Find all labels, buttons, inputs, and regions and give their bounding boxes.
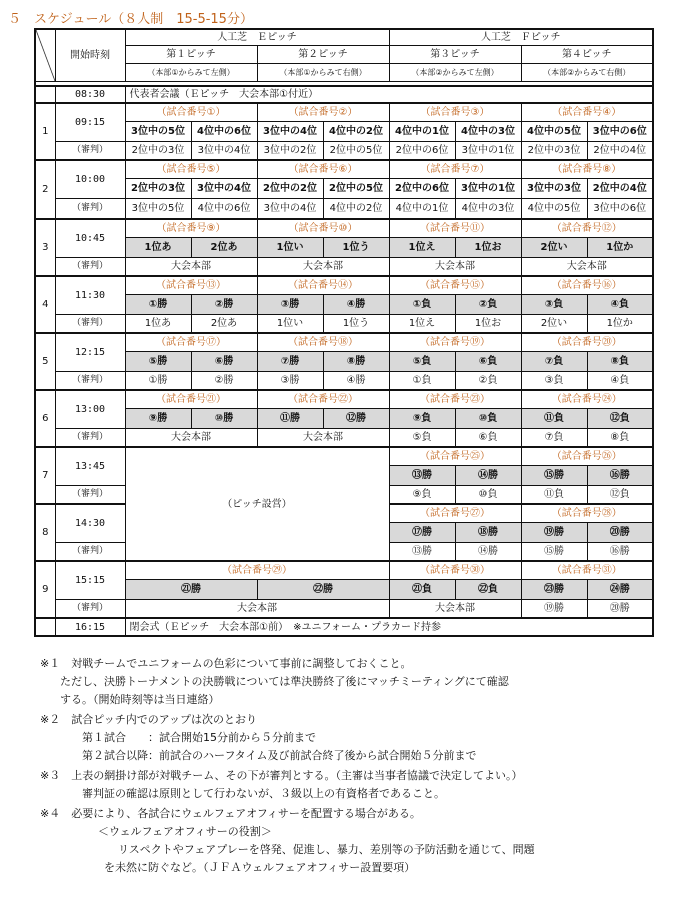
referee-b-cell: ④負 <box>587 372 653 391</box>
table-row <box>35 86 653 103</box>
note-line: ＜ウェルフェアオフィサーの役割＞ <box>98 825 272 838</box>
team-b-cell: ⑧負 <box>587 352 653 372</box>
pitch-note: （本部②からみて左側） <box>389 64 521 82</box>
team-b-cell: ⑭勝 <box>455 466 521 486</box>
referee-b-cell: ⑧負 <box>587 429 653 448</box>
team-a-cell: ⑨負 <box>389 409 455 429</box>
team-b-cell: ④勝 <box>323 295 389 315</box>
closing-time: 16:15 <box>55 618 125 636</box>
table-row <box>35 103 653 122</box>
team-a-cell: 2位中の3位 <box>125 179 191 199</box>
referee-a-cell: ⑨負 <box>389 486 455 505</box>
time-column-header: 開始時刻 <box>55 29 125 82</box>
game-number: （試合番号⑫） <box>521 219 653 238</box>
table-row <box>35 409 653 429</box>
team-a-cell: ㉑勝 <box>125 580 257 600</box>
table-row <box>35 372 653 391</box>
game-number: （試合番号㉖） <box>521 447 653 466</box>
referee-b-cell: ②勝 <box>191 372 257 391</box>
referee-b-cell: ⑥負 <box>455 429 521 448</box>
table-row <box>35 219 653 238</box>
team-b-cell: ㉒勝 <box>257 580 389 600</box>
referee-b-cell: 2位中の4位 <box>587 142 653 161</box>
game-number: （試合番号⑨） <box>125 219 257 238</box>
team-a-cell: ⑤勝 <box>125 352 191 372</box>
round-number: 8 <box>35 504 55 561</box>
referee-a-cell: 3位中の4位 <box>257 199 323 220</box>
team-b-cell: 2位中の5位 <box>323 179 389 199</box>
team-b-cell: 3位中の4位 <box>191 179 257 199</box>
table-row <box>35 46 653 64</box>
game-number: （試合番号⑧） <box>521 160 653 179</box>
round-number: 9 <box>35 561 55 618</box>
referee-cell: 大会本部 <box>125 429 257 448</box>
round-number: 2 <box>35 160 55 219</box>
schedule-table <box>34 28 654 637</box>
team-a-cell: 1位あ <box>125 238 191 258</box>
pitch-p2-header: 第２ピッチ <box>257 46 389 64</box>
referee-a-cell: 4位中の5位 <box>521 199 587 220</box>
referee-a-cell: 3位中の5位 <box>125 199 191 220</box>
round-time: 09:15 <box>55 103 125 142</box>
team-b-cell: ⑥負 <box>455 352 521 372</box>
round-number-cell <box>35 618 55 636</box>
team-b-cell: ⑳勝 <box>587 523 653 543</box>
referee-cell: 大会本部 <box>521 258 653 277</box>
round-time: 10:45 <box>55 219 125 258</box>
referee-b-cell: ⑫負 <box>587 486 653 505</box>
table-row <box>35 160 653 179</box>
referee-b-cell: 2位中の5位 <box>323 142 389 161</box>
team-a-cell: ①勝 <box>125 295 191 315</box>
note-line: する。（開始時刻等は当日連絡） <box>60 693 220 706</box>
team-a-cell: ⑤負 <box>389 352 455 372</box>
round-time: 10:00 <box>55 160 125 199</box>
team-a-cell: ①負 <box>389 295 455 315</box>
referee-label: （審判） <box>55 142 125 161</box>
note-line: ※３ 上表の網掛け部が対戦チーム、その下が審判とする。（主審は当事者協議で決定してよい。） <box>40 769 523 782</box>
team-b-cell: 2位あ <box>191 238 257 258</box>
round-number: 1 <box>35 103 55 160</box>
game-number: （試合番号㉘） <box>521 504 653 523</box>
game-number: （試合番号⑱） <box>257 333 389 352</box>
referee-label: （審判） <box>55 199 125 220</box>
team-a-cell: 1位え <box>389 238 455 258</box>
referee-a-cell: 1位え <box>389 315 455 334</box>
pitch-p3-header: 第３ピッチ <box>389 46 521 64</box>
game-number: （試合番号⑭） <box>257 276 389 295</box>
note-line: ※４ 必要により、各試合にウェルフェアオフィサーを配置する場合がある。 <box>40 807 421 820</box>
team-a-cell: ⑪負 <box>521 409 587 429</box>
table-row <box>35 199 653 220</box>
referee-b-cell: 4位中の3位 <box>455 199 521 220</box>
referee-a-cell: 2位中の3位 <box>521 142 587 161</box>
team-b-cell: 1位お <box>455 238 521 258</box>
note-line: 第１試合 ：試合開始15分前から５分前まで <box>82 731 316 744</box>
game-number: （試合番号④） <box>521 103 653 122</box>
team-b-cell: ②負 <box>455 295 521 315</box>
team-b-cell: 1位う <box>323 238 389 258</box>
referee-a-cell: 1位い <box>257 315 323 334</box>
round-time: 12:15 <box>55 333 125 372</box>
game-number: （試合番号⑰） <box>125 333 257 352</box>
referee-b-cell: 4位中の2位 <box>323 199 389 220</box>
table-row <box>35 276 653 295</box>
game-number: （試合番号⑲） <box>389 333 521 352</box>
referee-b-cell: 3位中の4位 <box>191 142 257 161</box>
team-b-cell: ⑯勝 <box>587 466 653 486</box>
note-line: リスペクトやフェアプレーを啓発、促進し、暴力、差別等の予防活動を通じて、問題 <box>118 843 535 856</box>
team-a-cell: ⑦勝 <box>257 352 323 372</box>
team-b-cell: 3位中の6位 <box>587 122 653 142</box>
team-b-cell: ④負 <box>587 295 653 315</box>
referee-a-cell: ①勝 <box>125 372 191 391</box>
referee-b-cell: ②負 <box>455 372 521 391</box>
referee-b-cell: ④勝 <box>323 372 389 391</box>
referee-a-cell: 2位中の3位 <box>125 142 191 161</box>
referee-label: （審判） <box>55 258 125 277</box>
pitch-e-header: 人工芝 Ｅピッチ <box>125 29 389 46</box>
referee-a-cell: 4位中の1位 <box>389 199 455 220</box>
referee-b-cell: ⑳勝 <box>587 600 653 619</box>
referee-a-cell: 2位中の6位 <box>389 142 455 161</box>
pitch-p4-header: 第４ピッチ <box>521 46 653 64</box>
referee-b-cell: 1位お <box>455 315 521 334</box>
round-number: 7 <box>35 447 55 504</box>
game-number: （試合番号㉕） <box>389 447 521 466</box>
team-b-cell: 2位中の4位 <box>587 179 653 199</box>
pitch-note: （本部②からみて右側） <box>521 64 653 82</box>
note-line: ※２ 試合ピッチ内でのアップは次のとおり <box>40 713 258 726</box>
opening-event: 代表者会議（Ｅピッチ 大会本部①付近） <box>125 86 653 103</box>
referee-a-cell: ⑲勝 <box>521 600 587 619</box>
referee-a-cell: ⑮勝 <box>521 543 587 562</box>
game-number: （試合番号⑦） <box>389 160 521 179</box>
table-row <box>35 333 653 352</box>
referee-b-cell: 2位あ <box>191 315 257 334</box>
table-row <box>35 258 653 277</box>
game-number: （試合番号⑳） <box>521 333 653 352</box>
referee-b-cell: 3位中の6位 <box>587 199 653 220</box>
referee-a-cell: ⑬勝 <box>389 543 455 562</box>
referee-b-cell: ⑭勝 <box>455 543 521 562</box>
pitch-f-header: 人工芝 Ｆピッチ <box>389 29 653 46</box>
team-a-cell: ⑬勝 <box>389 466 455 486</box>
game-number: （試合番号㉑） <box>125 390 257 409</box>
team-a-cell: 4位中の5位 <box>521 122 587 142</box>
round-time: 14:30 <box>55 504 125 543</box>
team-a-cell: 3位中の4位 <box>257 122 323 142</box>
referee-b-cell: ⑯勝 <box>587 543 653 562</box>
table-row <box>35 295 653 315</box>
team-b-cell: 4位中の2位 <box>323 122 389 142</box>
game-number: （試合番号③） <box>389 103 521 122</box>
round-number: 3 <box>35 219 55 276</box>
table-row <box>35 429 653 448</box>
table-row <box>35 390 653 409</box>
game-number: （試合番号①） <box>125 103 257 122</box>
referee-a-cell: ⑤負 <box>389 429 455 448</box>
game-number: （試合番号㉔） <box>521 390 653 409</box>
referee-a-cell: 1位あ <box>125 315 191 334</box>
round-time: 11:30 <box>55 276 125 315</box>
team-a-cell: 3位中の5位 <box>125 122 191 142</box>
game-number: （試合番号⑩） <box>257 219 389 238</box>
round-time: 15:15 <box>55 561 125 600</box>
referee-b-cell: 4位中の6位 <box>191 199 257 220</box>
team-b-cell: 1位か <box>587 238 653 258</box>
referee-a-cell: ⑪負 <box>521 486 587 505</box>
table-row <box>35 618 653 636</box>
referee-label: （審判） <box>55 429 125 448</box>
note-line: ※１ 対戦チームでユニフォームの色彩について事前に調整しておくこと。 <box>40 657 412 670</box>
game-number: （試合番号⑥） <box>257 160 389 179</box>
page-title: ５ スケジュール（８人制 15-5-15分） <box>8 12 253 27</box>
note-line: 審判証の確認は原則として行わないが、３級以上の有資格者であること。 <box>82 787 445 800</box>
opening-time: 08:30 <box>55 86 125 103</box>
referee-cell: 大会本部 <box>125 600 389 619</box>
team-b-cell: ⑩負 <box>455 409 521 429</box>
referee-a-cell: ③負 <box>521 372 587 391</box>
team-b-cell: ㉔勝 <box>587 580 653 600</box>
corner-diagonal-cell <box>35 29 55 82</box>
referee-cell: 大会本部 <box>257 258 389 277</box>
referee-label: （審判） <box>55 600 125 619</box>
table-row <box>35 447 653 466</box>
referee-a-cell: 3位中の2位 <box>257 142 323 161</box>
round-number: 4 <box>35 276 55 333</box>
referee-b-cell: 3位中の1位 <box>455 142 521 161</box>
round-number: 6 <box>35 390 55 447</box>
game-number: （試合番号㉚） <box>389 561 521 580</box>
referee-a-cell: ①負 <box>389 372 455 391</box>
game-number: （試合番号⑤） <box>125 160 257 179</box>
table-row <box>35 122 653 142</box>
table-row <box>35 64 653 82</box>
team-a-cell: 1位い <box>257 238 323 258</box>
round-number: 5 <box>35 333 55 390</box>
referee-cell: 大会本部 <box>125 258 257 277</box>
team-a-cell: 3位中の3位 <box>521 179 587 199</box>
team-b-cell: ⑧勝 <box>323 352 389 372</box>
team-a-cell: ⑰勝 <box>389 523 455 543</box>
team-a-cell: ㉑負 <box>389 580 455 600</box>
referee-label: （審判） <box>55 315 125 334</box>
team-b-cell: ②勝 <box>191 295 257 315</box>
note-line: を未然に防ぐなど。（ＪＦＡウェルフェアオフィサー設置要項） <box>104 861 416 874</box>
referee-label: （審判） <box>55 486 125 505</box>
closing-event: 閉会式（Ｅピッチ 大会本部①前） ※ユニフォーム・プラカード持参 <box>125 618 653 636</box>
note-line: ただし、決勝トーナメントの決勝戦については準決勝終了後にマッチミーティングにて確認 <box>60 675 509 688</box>
team-a-cell: ⑮勝 <box>521 466 587 486</box>
table-row <box>35 580 653 600</box>
team-a-cell: ③勝 <box>257 295 323 315</box>
referee-cell: 大会本部 <box>389 258 521 277</box>
referee-label: （審判） <box>55 543 125 562</box>
pitch-p1-header: 第１ピッチ <box>125 46 257 64</box>
team-a-cell: 2位い <box>521 238 587 258</box>
team-b-cell: ⑫負 <box>587 409 653 429</box>
game-number: （試合番号⑯） <box>521 276 653 295</box>
game-number: （試合番号⑬） <box>125 276 257 295</box>
team-a-cell: 4位中の1位 <box>389 122 455 142</box>
team-b-cell: ⑫勝 <box>323 409 389 429</box>
table-row <box>35 561 653 580</box>
team-a-cell: 2位中の6位 <box>389 179 455 199</box>
round-time: 13:45 <box>55 447 125 486</box>
referee-a-cell: ⑦負 <box>521 429 587 448</box>
team-a-cell: ㉓勝 <box>521 580 587 600</box>
game-number: （試合番号㉙） <box>125 561 389 580</box>
game-number: （試合番号②） <box>257 103 389 122</box>
table-row <box>35 142 653 161</box>
team-a-cell: ⑲勝 <box>521 523 587 543</box>
referee-cell: 大会本部 <box>389 600 521 619</box>
referee-b-cell: 1位う <box>323 315 389 334</box>
referee-cell: 大会本部 <box>257 429 389 448</box>
pitch-setup-cell: （ピッチ設営） <box>125 447 389 561</box>
table-row <box>35 179 653 199</box>
table-row <box>35 238 653 258</box>
table-row <box>35 600 653 619</box>
referee-a-cell: ③勝 <box>257 372 323 391</box>
referee-label: （審判） <box>55 372 125 391</box>
note-line: 第２試合以降：前試合のハーフタイム及び前試合終了後から試合開始５分前まで <box>82 749 477 762</box>
table-row <box>35 352 653 372</box>
game-number: （試合番号㉛） <box>521 561 653 580</box>
team-a-cell: ③負 <box>521 295 587 315</box>
team-b-cell: ⑩勝 <box>191 409 257 429</box>
game-number: （試合番号⑪） <box>389 219 521 238</box>
pitch-note: （本部①からみて右側） <box>257 64 389 82</box>
referee-b-cell: ⑩負 <box>455 486 521 505</box>
referee-a-cell: 2位い <box>521 315 587 334</box>
game-number: （試合番号㉗） <box>389 504 521 523</box>
team-b-cell: ㉒負 <box>455 580 521 600</box>
table-row <box>35 29 653 46</box>
team-b-cell: ⑱勝 <box>455 523 521 543</box>
team-b-cell: 3位中の1位 <box>455 179 521 199</box>
referee-b-cell: 1位か <box>587 315 653 334</box>
round-number-cell <box>35 86 55 103</box>
table-row <box>35 315 653 334</box>
pitch-note: （本部①からみて左側） <box>125 64 257 82</box>
game-number: （試合番号⑮） <box>389 276 521 295</box>
game-number: （試合番号㉒） <box>257 390 389 409</box>
team-a-cell: ⑪勝 <box>257 409 323 429</box>
team-b-cell: 4位中の3位 <box>455 122 521 142</box>
team-a-cell: 2位中の2位 <box>257 179 323 199</box>
team-b-cell: 4位中の6位 <box>191 122 257 142</box>
team-a-cell: ⑨勝 <box>125 409 191 429</box>
game-number: （試合番号㉓） <box>389 390 521 409</box>
round-time: 13:00 <box>55 390 125 429</box>
team-a-cell: ⑦負 <box>521 352 587 372</box>
team-b-cell: ⑥勝 <box>191 352 257 372</box>
